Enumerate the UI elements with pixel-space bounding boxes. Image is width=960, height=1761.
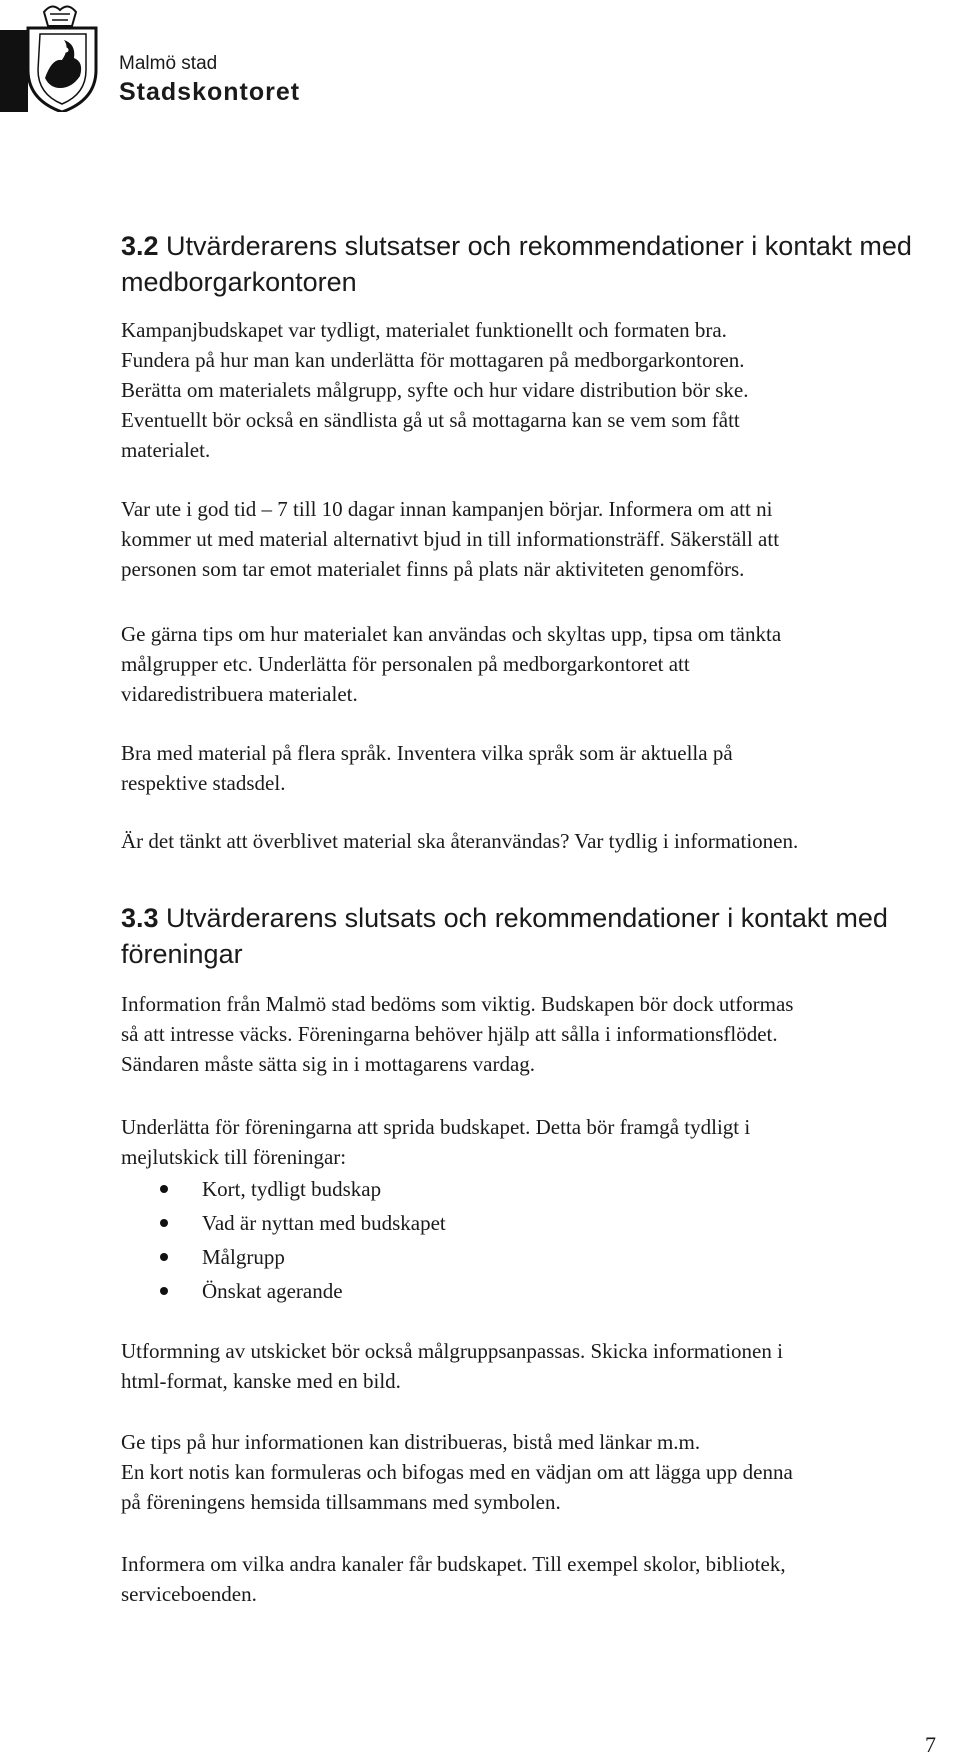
paragraph: Bra med material på flera språk. Inventera vilka språk som är aktuella på respektive stadsdel. <box>121 741 733 795</box>
paragraph: Är det tänkt att överblivet material ska återanvändas? Var tydlig i informationen. <box>121 829 799 853</box>
list-item <box>0 1274 960 1308</box>
section-title: Utvärderarens slutsats och rekommendationer i kontakt med föreningar <box>121 903 888 969</box>
list-item-text: Målgrupp <box>202 1245 285 1269</box>
department-name: Stadskontoret <box>119 78 301 106</box>
bullet-icon <box>160 1219 168 1227</box>
section-number: 3.3 <box>121 903 159 933</box>
bullet-icon <box>160 1253 168 1261</box>
section-number: 3.2 <box>121 231 159 261</box>
paragraph: Kampanjbudskapet var tydligt, materialet funktionellt och formaten bra. Fundera på hur man kan underlätta för mottagaren på medborgarkontoren. Berätta om materialets målgrupp, syfte och hur vidare distribution bör ske. Eventuellt bör också en sändlista gå ut så mottagarna kan se vem som fått materialet. <box>121 318 749 462</box>
page-number: 7 <box>925 1732 936 1757</box>
section-title: Utvärderarens slutsatser och rekommendationer i kontakt med medborgarkontoren <box>121 231 912 297</box>
paragraph: Informera om vilka andra kanaler får budskapet. Till exempel skolor, bibliotek, serviceboenden. <box>121 1552 786 1606</box>
malmo-coat-of-arms-logo <box>0 0 100 112</box>
section-heading-3-3 <box>121 900 951 972</box>
paragraph: Information från Malmö stad bedöms som viktig. Budskapen bör dock utformas så att intresse väcks. Föreningarna behöver hjälp att sålla i informationsflödet. Sändaren måste sätta sig in i mottagarens vardag. <box>121 992 794 1076</box>
list-item <box>0 1172 960 1206</box>
list-item <box>0 1240 960 1274</box>
bullet-icon <box>160 1287 168 1295</box>
list-item-text: Vad är nyttan med budskapet <box>202 1211 446 1235</box>
list-item-text: Kort, tydligt budskap <box>202 1177 382 1201</box>
paragraph: Ge gärna tips om hur materialet kan användas och skyltas upp, tipsa om tänkta målgrupper etc. Underlätta för personalen på medborgarkontoret att vidaredistribuera materialet. <box>121 622 782 706</box>
section-heading-3-2 <box>121 228 951 300</box>
paragraph: Utformning av utskicket bör också målgruppsanpassas. Skicka informationen i html-format, kanske med en bild. <box>121 1339 783 1393</box>
paragraph: Ge tips på hur informationen kan distribueras, bistå med länkar m.m. En kort notis kan formuleras och bifogas med en vädjan om att lägga upp denna på föreningens hemsida tillsammans med symbolen. <box>121 1430 793 1514</box>
paragraph: Underlätta för föreningarna att sprida budskapet. Detta bör framgå tydligt i mejlutskick till föreningar: <box>121 1115 751 1169</box>
paragraph: Var ute i god tid – 7 till 10 dagar innan kampanjen börjar. Informera om att ni kommer ut med material alternativt bjud in till informationsträff. Säkerställ att personen som tar emot materialet finns på plats när aktiviteten genomförs. <box>121 497 780 581</box>
list-item-text: Önskat agerande <box>202 1279 343 1303</box>
organization-name: Malmö stad <box>119 53 218 74</box>
bullet-list <box>0 1172 960 1308</box>
bullet-icon <box>160 1185 168 1193</box>
list-item <box>0 1206 960 1240</box>
